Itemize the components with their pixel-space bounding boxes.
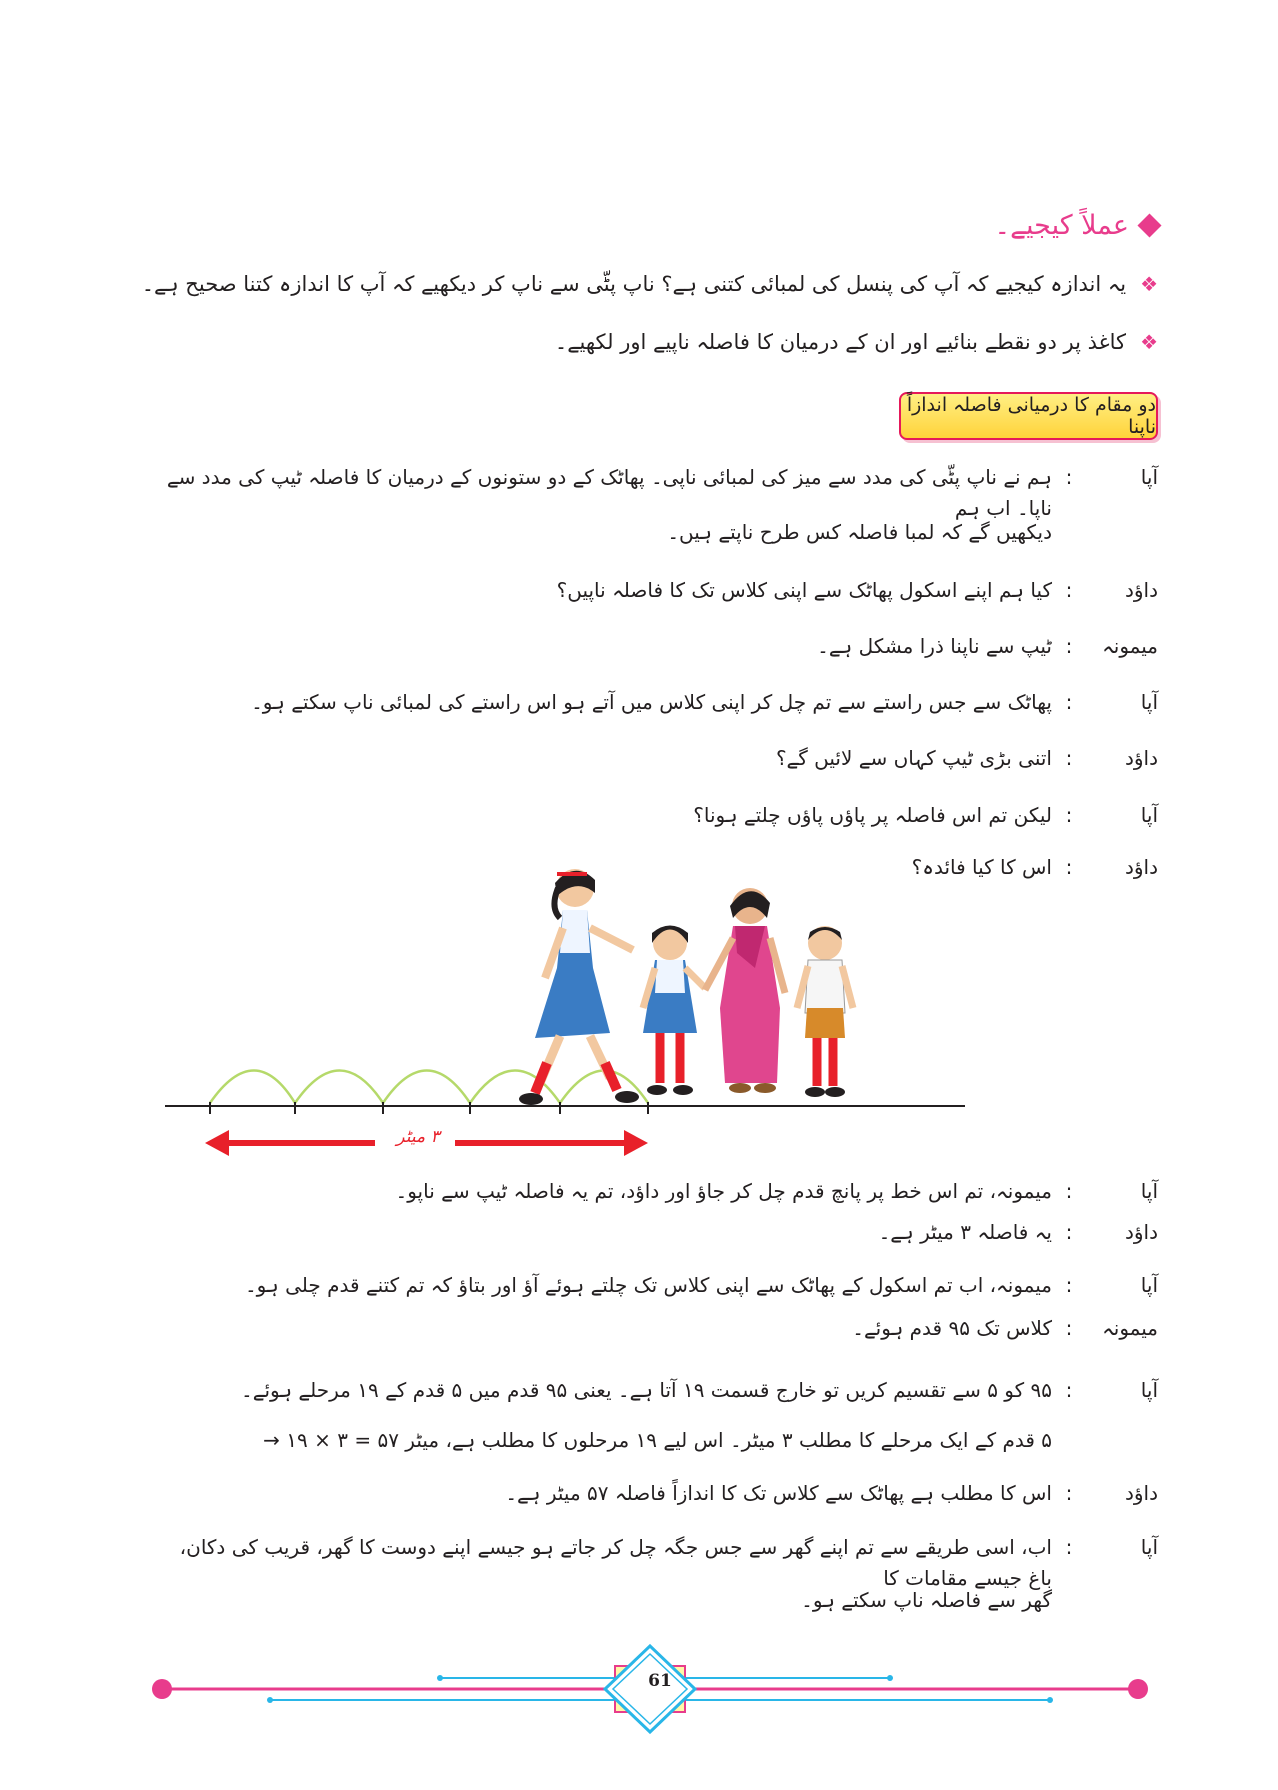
dialogue-line: [150, 517, 1158, 548]
speaker: داؤد: [1124, 1220, 1158, 1244]
colon: :: [1065, 1316, 1073, 1340]
dialogue-line: [150, 575, 1158, 606]
speaker: داؤد: [1124, 1481, 1158, 1505]
line-text: کلاس تک ۹۵ قدم ہوئے۔: [852, 1316, 1052, 1340]
speaker: داؤد: [1124, 855, 1158, 879]
teacher-figure: [705, 888, 785, 1093]
colon: :: [1065, 690, 1073, 714]
flower-bullet-icon: ❖: [1140, 330, 1158, 354]
dialogue-line: [150, 1585, 1158, 1616]
colon: :: [1065, 578, 1073, 602]
standing-boy-figure: [797, 926, 853, 1097]
speaker: آپا: [1140, 1179, 1158, 1203]
line-text: کیا ہم اپنے اسکول پھاٹک سے اپنی کلاس تک کا فاصلہ ناپیں؟: [556, 578, 1052, 602]
speaker: آپا: [1140, 690, 1158, 714]
dialogue-line: [150, 1176, 1158, 1207]
dialogue-line: [150, 1425, 1158, 1456]
line-text: پھاٹک سے جس راستے سے تم چل کر اپنی کلاس میں آتے ہو اس راستے کی لمبائی ناپ سکتے ہو۔: [251, 690, 1052, 714]
diamond-bullet-icon: [1137, 213, 1161, 237]
speaker: [1086, 1425, 1158, 1456]
colon: :: [1065, 634, 1073, 658]
colon: :: [1065, 1535, 1073, 1559]
line-text: یہ فاصلہ ۳ میٹر ہے۔: [878, 1220, 1052, 1244]
dialogue-line: [150, 1375, 1158, 1406]
activity-header: [994, 210, 1158, 241]
speaker: میمونہ: [1102, 634, 1158, 658]
step-ticks: [210, 1102, 648, 1114]
line-text: اب، اسی طریقے سے تم اپنے گھر سے جس جگہ چل کر جاتے ہو جیسے اپنے دوست کا گھر، قریب کی دکان، باغ جیسے مقامات کا: [179, 1535, 1052, 1590]
line-text: ۹۵ کو ۵ سے تقسیم کریں تو خارج قسمت ۱۹ آتا ہے۔ یعنی ۹۵ قدم میں ۵ قدم کے ۱۹ مرحلے ہوئے۔: [241, 1378, 1052, 1402]
line-text: میمونہ، تم اس خط پر پانچ قدم چل کر جاؤ اور داؤد، تم یہ فاصلہ ٹیپ سے ناپو۔: [395, 1179, 1052, 1203]
colon: :: [1065, 1220, 1073, 1244]
activity-bullet-2: [555, 330, 1158, 354]
speaker: داؤد: [1124, 746, 1158, 770]
colon: :: [1065, 465, 1073, 489]
dialogue-line: [150, 631, 1158, 662]
dialogue-line: [150, 800, 1158, 831]
dialogue-line: [150, 462, 1158, 524]
dialogue-line: [150, 1270, 1158, 1301]
speaker: آپا: [1140, 465, 1158, 489]
line-text: دیکھیں گے کہ لمبا فاصلہ کس طرح ناپتے ہیں۔: [667, 520, 1052, 544]
colon: :: [1065, 803, 1073, 827]
line-text: اس کا کیا فائدہ؟: [911, 855, 1052, 879]
speaker: آپا: [1140, 1378, 1158, 1402]
page-number: 61: [648, 1671, 672, 1691]
step-arc: [295, 1071, 383, 1104]
line-text: ۵ قدم کے ایک مرحلے کا مطلب ۳ میٹر۔ اس لیے ۱۹ مرحلوں کا مطلب ہے، میٹر ۵۷ = ۳ × ۱۹ →: [263, 1428, 1052, 1452]
speaker: [1086, 1585, 1158, 1616]
line-text: ٹیپ سے ناپنا ذرا مشکل ہے۔: [817, 634, 1052, 658]
line-text: گھر سے فاصلہ ناپ سکتے ہو۔: [801, 1588, 1052, 1612]
walking-measurement-illustration: [165, 858, 975, 1168]
line-text: میمونہ، اب تم اسکول کے پھاٹک سے اپنی کلاس تک چلتے ہوئے آؤ اور بتاؤ کہ تم کتنے قدم چلی ہو۔: [244, 1273, 1052, 1297]
walking-girl-figure: [519, 869, 639, 1105]
colon: :: [1065, 746, 1073, 770]
dialogue-line: [150, 1217, 1158, 1248]
arrow-distance-label: ۳ میٹر: [396, 1127, 440, 1147]
bullet-text: یہ اندازہ کیجیے کہ آپ کی پنسل کی لمبائی کتنی ہے؟ ناپ پٹّی سے ناپ کر دیکھیے کہ آپ کا اندازہ کتنا صحیح ہے۔: [141, 272, 1127, 296]
speaker: داؤد: [1124, 578, 1158, 602]
speaker: [1086, 517, 1158, 548]
section-label: دو مقام کا درمیانی فاصلہ اندازاً ناپنا: [899, 392, 1158, 440]
step-arcs: [210, 1071, 648, 1104]
line-text: اس کا مطلب ہے پھاٹک سے کلاس تک کا اندازاً فاصلہ ۵۷ میٹر ہے۔: [505, 1481, 1052, 1505]
activity-bullet-1: [142, 272, 1158, 296]
dialogue-line: [150, 743, 1158, 774]
dialogue-line: [150, 1313, 1158, 1344]
colon: :: [1065, 855, 1073, 879]
line-text: ہم نے ناپ پٹّی کی مدد سے میز کی لمبائی ناپی۔ پھاٹک کے دو ستونوں کے درمیان کا فاصلہ ٹیپ کی مدد سے ناپا۔ اب ہم: [166, 465, 1052, 520]
standing-girl-figure: [643, 926, 705, 1096]
colon: :: [1065, 1378, 1073, 1402]
activity-title: عملاً کیجیے۔: [994, 210, 1129, 241]
line-text: اتنی بڑی ٹیپ کہاں سے لائیں گے؟: [775, 746, 1052, 770]
speaker: آپا: [1140, 1535, 1158, 1559]
speaker: میمونہ: [1102, 1316, 1158, 1340]
speaker: آپا: [1140, 803, 1158, 827]
line-text: لیکن تم اس فاصلہ پر پاؤں پاؤں چلتے ہونا؟: [693, 803, 1052, 827]
bullet-text: کاغذ پر دو نقطے بنائیے اور ان کے درمیان کا فاصلہ ناپیے اور لکھیے۔: [554, 330, 1127, 354]
flower-bullet-icon: ❖: [1140, 272, 1158, 296]
step-arc: [210, 1071, 295, 1104]
colon: :: [1065, 1273, 1073, 1297]
step-arc: [383, 1071, 470, 1104]
speaker: آپا: [1140, 1273, 1158, 1297]
dialogue-line: [150, 1478, 1158, 1509]
colon: :: [1065, 1481, 1073, 1505]
dialogue-line: [150, 687, 1158, 718]
colon: :: [1065, 1179, 1073, 1203]
